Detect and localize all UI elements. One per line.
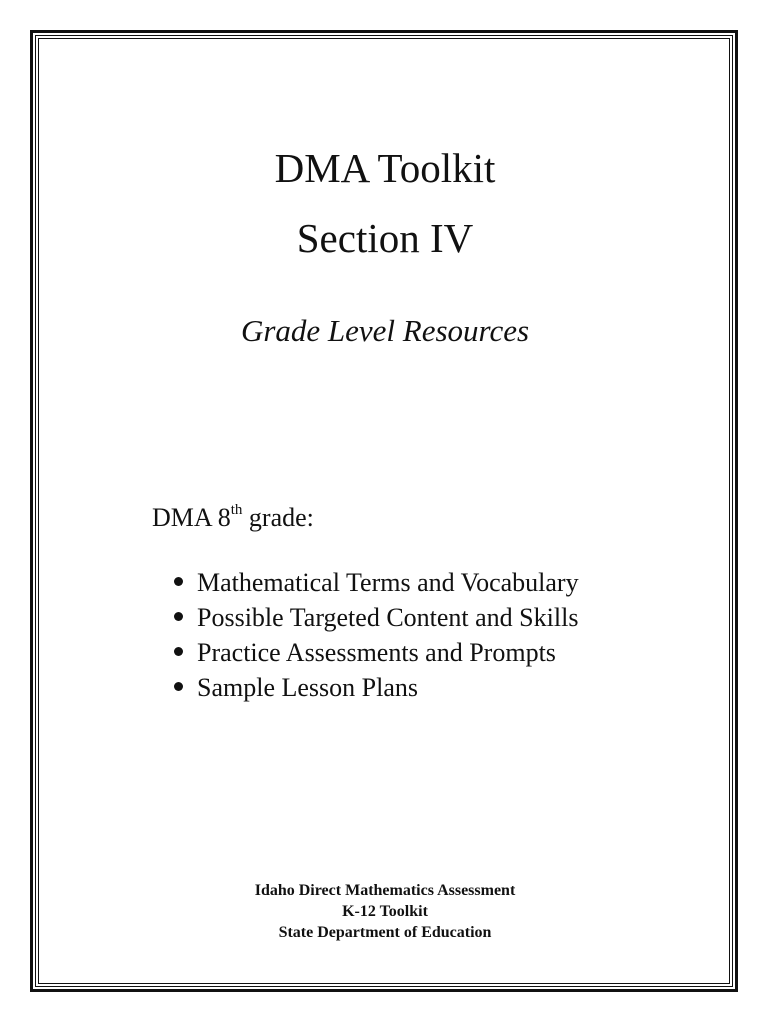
document-title: DMA Toolkit bbox=[274, 145, 496, 191]
grade-heading-prefix: DMA 8 bbox=[152, 503, 231, 532]
list-item bbox=[174, 565, 579, 600]
bullet-icon bbox=[174, 577, 183, 586]
resource-list bbox=[174, 565, 579, 705]
footer-line-organization: Idaho Direct Mathematics Assessment bbox=[254, 882, 516, 899]
list-item-label: Sample Lesson Plans bbox=[197, 673, 418, 702]
bullet-icon bbox=[174, 647, 183, 656]
list-item bbox=[174, 635, 579, 670]
list-item-label: Mathematical Terms and Vocabulary bbox=[197, 568, 579, 597]
list-item-label: Practice Assessments and Prompts bbox=[197, 638, 556, 667]
list-item bbox=[174, 670, 579, 705]
document-subtitle: Grade Level Resources bbox=[240, 313, 530, 348]
list-item bbox=[174, 600, 579, 635]
footer-line-department: State Department of Education bbox=[278, 924, 492, 941]
list-item-label: Possible Targeted Content and Skills bbox=[197, 603, 579, 632]
grade-heading bbox=[152, 500, 314, 536]
section-heading: Section IV bbox=[296, 215, 474, 261]
bullet-icon bbox=[174, 682, 183, 691]
bullet-icon bbox=[174, 612, 183, 621]
document-footer bbox=[0, 880, 770, 943]
grade-heading-superscript: th bbox=[230, 502, 243, 518]
grade-heading-suffix: grade: bbox=[242, 503, 314, 532]
footer-line-toolkit: K-12 Toolkit bbox=[342, 903, 428, 920]
